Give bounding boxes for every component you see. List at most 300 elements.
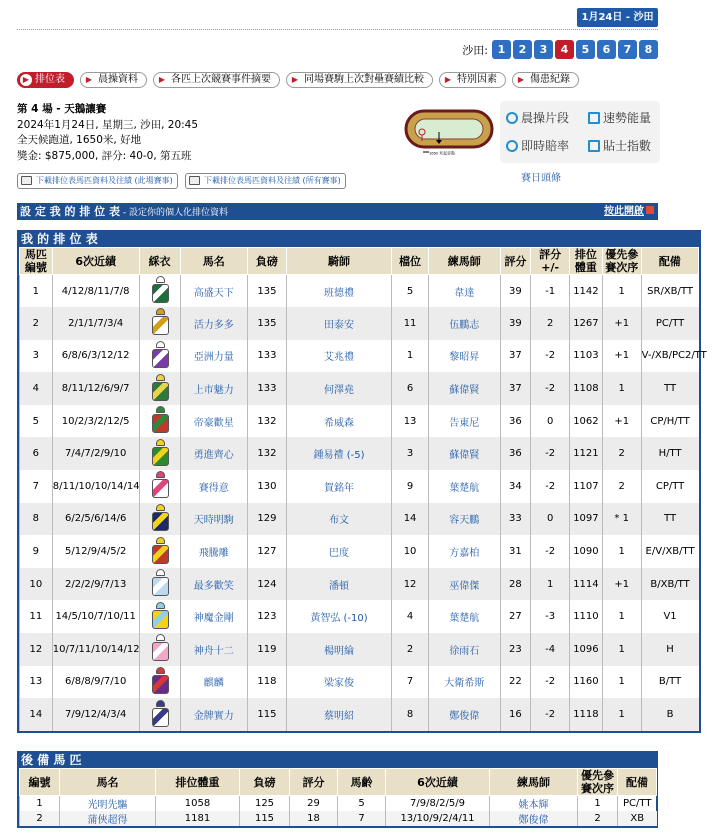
cell-chg: 0 xyxy=(531,405,570,438)
silk-body xyxy=(152,414,169,433)
cell-horse[interactable]: 勇進齊心 xyxy=(180,437,247,470)
cell-form: 6/8/8/9/7/10 xyxy=(52,666,139,699)
cell-pri: 2 xyxy=(602,437,641,470)
cell-trainer[interactable]: 大衛希斯 xyxy=(428,666,500,699)
cell-bw: 1121 xyxy=(570,437,603,470)
tab-2[interactable] xyxy=(153,72,280,88)
silk-cell xyxy=(139,698,180,731)
cell-wt: 132 xyxy=(248,405,287,438)
silk-cap xyxy=(156,634,165,641)
cell-trainer[interactable]: 韋達 xyxy=(428,275,500,308)
cell-chg: -3 xyxy=(531,600,570,633)
jockey-silk-icon xyxy=(150,634,170,664)
cell-bw: 1097 xyxy=(570,503,603,536)
silk-cell xyxy=(139,568,180,601)
column-header: 馬名 xyxy=(180,248,247,275)
silk-cell xyxy=(139,405,180,438)
cell-no: 5 xyxy=(20,405,53,438)
cell-age: 5 xyxy=(338,796,386,812)
column-header: 6次近績 xyxy=(386,769,490,796)
table-row xyxy=(20,666,699,699)
race-nav xyxy=(462,40,658,59)
speed-link[interactable]: 速勢能量 xyxy=(588,109,651,126)
column-header: 評分 xyxy=(290,769,338,796)
cell-no: 4 xyxy=(20,372,53,405)
cell-wt: 135 xyxy=(248,307,287,340)
table-row xyxy=(20,405,699,438)
silk-cap xyxy=(156,308,165,315)
cell-gear: CP/TT xyxy=(641,470,698,503)
cell-trainer[interactable]: 蘇偉賢 xyxy=(428,372,500,405)
cell-trainer[interactable]: 黎昭昇 xyxy=(428,340,500,373)
table-row xyxy=(20,698,699,731)
column-header: 評分 xyxy=(500,248,531,275)
cell-draw: 5 xyxy=(392,275,429,308)
download-this-race-button[interactable]: 下載排位表馬匹資料及往績 (此場賽事) xyxy=(17,173,178,189)
cell-form: 7/9/8/2/5/9 xyxy=(386,796,490,812)
column-header: 練馬師 xyxy=(428,248,500,275)
cell-gear: V-/XB/PC2/TT xyxy=(641,340,698,373)
cell-gear: B/TT xyxy=(641,666,698,699)
silk-cap xyxy=(156,276,165,283)
silk-body xyxy=(152,284,169,303)
tab-bar xyxy=(17,72,579,88)
cell-pri: * 1 xyxy=(602,503,641,536)
column-header: 配備 xyxy=(641,248,698,275)
cell-trainer[interactable]: 徐雨石 xyxy=(428,633,500,666)
cell-trainer[interactable]: 容天鵬 xyxy=(428,503,500,536)
cell-form: 2/2/2/9/7/13 xyxy=(52,568,139,601)
column-header: 優先參賽次序 xyxy=(602,248,641,275)
cell-draw: 2 xyxy=(392,633,429,666)
column-header: 負磅 xyxy=(240,769,290,796)
table-row xyxy=(20,307,699,340)
morning-link[interactable]: 晨操片段 xyxy=(506,109,569,126)
cell-pri: 1 xyxy=(602,275,641,308)
silk-body xyxy=(152,512,169,531)
cell-chg: -2 xyxy=(531,666,570,699)
race-7-button[interactable]: 7 xyxy=(618,40,637,59)
cell-gear: V1 xyxy=(641,600,698,633)
cell-gear: E/V/XB/TT xyxy=(641,535,698,568)
cell-rating: 28 xyxy=(500,568,531,601)
cell-gear: TT xyxy=(641,372,698,405)
race-1-button[interactable]: 1 xyxy=(492,40,511,59)
cell-rating: 29 xyxy=(290,796,338,812)
cell-chg: -2 xyxy=(531,372,570,405)
cell-rating: 36 xyxy=(500,437,531,470)
cell-bw: 1160 xyxy=(570,666,603,699)
race-title: 第 4 場 - 天鵝讓賽 xyxy=(17,103,107,115)
cell-trainer[interactable]: 鄭俊偉 xyxy=(428,698,500,731)
cell-gear: PC/TT xyxy=(618,796,657,812)
silk-cell xyxy=(139,535,180,568)
cell-horse[interactable]: 神舟十二 xyxy=(180,633,247,666)
divider xyxy=(17,29,658,30)
cell-pri: 1 xyxy=(602,535,641,568)
date-badge: 1月24日 - 沙田 xyxy=(577,8,658,27)
cell-jockey[interactable]: 何澤堯 xyxy=(286,372,391,405)
arrow-right-icon: ▶ xyxy=(289,74,301,86)
cell-no: 2 xyxy=(20,307,53,340)
settings-bar xyxy=(17,203,658,220)
cell-trainer[interactable]: 巫偉傑 xyxy=(428,568,500,601)
cell-jockey[interactable]: 梁家俊 xyxy=(286,666,391,699)
cell-jockey[interactable]: 黃智弘 (-10) xyxy=(286,600,391,633)
cell-jockey[interactable]: 潘頓 xyxy=(286,568,391,601)
track-label: 1650 米起步點 xyxy=(429,150,456,156)
silk-body xyxy=(152,708,169,727)
day-headline-link[interactable]: 賽日頭條 xyxy=(521,173,561,184)
cell-horse[interactable]: 高盛天下 xyxy=(180,275,247,308)
silk-cap xyxy=(156,439,165,446)
cell-pri: 2 xyxy=(578,811,618,826)
tab-label: 各匹上次競賽事件摘要 xyxy=(171,74,271,85)
cell-jockey[interactable]: 艾兆禮 xyxy=(286,340,391,373)
jockey-silk-icon xyxy=(150,504,170,534)
column-header: 配備 xyxy=(618,769,657,796)
silk-body xyxy=(152,642,169,661)
cell-draw: 10 xyxy=(392,535,429,568)
cell-horse[interactable]: 金牌實力 xyxy=(180,698,247,731)
cell-rating: 27 xyxy=(500,600,531,633)
column-header: 優先參賽次序 xyxy=(578,769,618,796)
silk-cap xyxy=(156,504,165,511)
cell-trainer[interactable]: 伍鵬志 xyxy=(428,307,500,340)
cell-rating: 39 xyxy=(500,307,531,340)
cell-bw: 1267 xyxy=(570,307,603,340)
cell-gear: CP/H/TT xyxy=(641,405,698,438)
silk-cell xyxy=(139,275,180,308)
cell-wt: 130 xyxy=(248,470,287,503)
cell-jockey[interactable]: 希威森 xyxy=(286,405,391,438)
cell-trainer[interactable]: 蘇偉賢 xyxy=(428,437,500,470)
cell-wt: 129 xyxy=(248,503,287,536)
cell-horse[interactable]: 飛騰雕 xyxy=(180,535,247,568)
cell-gear: XB xyxy=(618,811,657,826)
jockey-silk-icon xyxy=(150,471,170,501)
race-8-button[interactable]: 8 xyxy=(639,40,658,59)
my-racecard-title: 我 的 排 位 表 xyxy=(19,232,699,247)
cell-jockey[interactable]: 楊明綸 xyxy=(286,633,391,666)
cell-trainer[interactable]: 告東尼 xyxy=(428,405,500,438)
column-header: 馬匹編號 xyxy=(20,248,53,275)
cell-jockey[interactable]: 班德禮 xyxy=(286,275,391,308)
cell-wt: 115 xyxy=(240,811,290,826)
cell-wt: 119 xyxy=(248,633,287,666)
column-header: 檔位 xyxy=(392,248,429,275)
cell-rating: 39 xyxy=(500,275,531,308)
cell-horse[interactable]: 活力多多 xyxy=(180,307,247,340)
cell-rating: 22 xyxy=(500,666,531,699)
cell-form: 4/12/8/11/7/8 xyxy=(52,275,139,308)
tab-label: 排位表 xyxy=(35,74,65,85)
cell-pri: +1 xyxy=(602,340,641,373)
track-map xyxy=(405,108,495,156)
cell-draw: 13 xyxy=(392,405,429,438)
cell-no: 6 xyxy=(20,437,53,470)
silk-cap xyxy=(156,537,165,544)
column-header: 評分+/- xyxy=(531,248,570,275)
cell-chg: -2 xyxy=(531,470,570,503)
jockey-silk-icon xyxy=(150,276,170,306)
jockey-silk-icon xyxy=(150,569,170,599)
cell-jockey[interactable]: 鍾易禮 (-5) xyxy=(286,437,391,470)
cell-form: 13/10/9/2/4/11 xyxy=(386,811,490,826)
cell-horse[interactable]: 上市魅力 xyxy=(180,372,247,405)
cell-bw: 1142 xyxy=(570,275,603,308)
cell-form: 6/2/5/6/14/6 xyxy=(52,503,139,536)
cell-chg: -2 xyxy=(531,535,570,568)
cell-gear: B/XB/TT xyxy=(641,568,698,601)
cell-form: 7/9/12/4/3/4 xyxy=(52,698,139,731)
cell-trainer[interactable]: 葉楚航 xyxy=(428,470,500,503)
jockey-silk-icon xyxy=(150,439,170,469)
silk-body xyxy=(152,382,169,401)
reserve-title: 後 備 馬 匹 xyxy=(19,753,656,768)
cell-bw: 1114 xyxy=(570,568,603,601)
cell-bw: 1110 xyxy=(570,600,603,633)
cell-rating: 16 xyxy=(500,698,531,731)
cell-form: 8/11/12/6/9/7 xyxy=(52,372,139,405)
cell-form: 6/8/6/3/12/12 xyxy=(52,340,139,373)
cell-chg: 1 xyxy=(531,568,570,601)
silk-cap xyxy=(156,602,165,609)
cell-draw: 6 xyxy=(392,372,429,405)
silk-body xyxy=(152,447,169,466)
cell-wt: 133 xyxy=(248,372,287,405)
cell-wt: 124 xyxy=(248,568,287,601)
open-settings-link[interactable]: 按此開啟 xyxy=(604,203,654,220)
cell-trainer[interactable]: 鄭俊偉 xyxy=(490,811,578,826)
jockey-silk-icon xyxy=(150,537,170,567)
cell-wt: 115 xyxy=(248,698,287,731)
cell-chg: -2 xyxy=(531,698,570,731)
cell-no: 13 xyxy=(20,666,53,699)
arrow-right-icon: ▶ xyxy=(156,74,168,86)
race-6-button[interactable]: 6 xyxy=(597,40,616,59)
cell-draw: 14 xyxy=(392,503,429,536)
cell-horse[interactable]: 最多歡笑 xyxy=(180,568,247,601)
arrow-right-icon: ▶ xyxy=(83,74,95,86)
silk-cell xyxy=(139,666,180,699)
cell-horse[interactable]: 蒲俠超得 xyxy=(60,811,156,826)
table-row xyxy=(20,535,699,568)
silk-cap xyxy=(156,569,165,576)
cell-pri: +1 xyxy=(602,568,641,601)
silk-cell xyxy=(139,307,180,340)
jockey-silk-icon xyxy=(150,308,170,338)
cell-bw: 1108 xyxy=(570,372,603,405)
silk-cap xyxy=(156,341,165,348)
cell-chg: 2 xyxy=(531,307,570,340)
cell-chg: -2 xyxy=(531,437,570,470)
cell-draw: 11 xyxy=(392,307,429,340)
column-header: 排位體重 xyxy=(570,248,603,275)
cell-pri: 1 xyxy=(602,633,641,666)
cell-rating: 36 xyxy=(500,405,531,438)
cell-horse[interactable]: 麒麟 xyxy=(180,666,247,699)
arrow-right-icon: ▶ xyxy=(442,74,454,86)
cell-trainer[interactable]: 姚本輝 xyxy=(490,796,578,812)
tab-label: 傷患紀錄 xyxy=(530,74,570,85)
cell-jockey[interactable]: 巴度 xyxy=(286,535,391,568)
cell-rating: 37 xyxy=(500,340,531,373)
race-info xyxy=(17,102,198,164)
race-3-button[interactable]: 3 xyxy=(534,40,553,59)
cell-bw: 1181 xyxy=(156,811,240,826)
cell-pri: 1 xyxy=(602,698,641,731)
table-row xyxy=(20,600,699,633)
cell-form: 7/4/7/2/9/10 xyxy=(52,437,139,470)
cell-horse[interactable]: 天時明駒 xyxy=(180,503,247,536)
cell-jockey[interactable]: 賀銘年 xyxy=(286,470,391,503)
silk-cell xyxy=(139,470,180,503)
cell-bw: 1103 xyxy=(570,340,603,373)
silk-body xyxy=(152,349,169,368)
cell-draw: 9 xyxy=(392,470,429,503)
tab-5[interactable] xyxy=(512,72,579,88)
cell-horse[interactable]: 賽得意 xyxy=(180,470,247,503)
cell-draw: 7 xyxy=(392,666,429,699)
race-2-button[interactable]: 2 xyxy=(513,40,532,59)
cell-no: 14 xyxy=(20,698,53,731)
table-row xyxy=(20,811,657,826)
silk-cap xyxy=(156,471,165,478)
tab-0[interactable] xyxy=(17,72,74,88)
cell-horse[interactable]: 亞洲力量 xyxy=(180,340,247,373)
cell-no: 12 xyxy=(20,633,53,666)
table-row xyxy=(20,796,657,812)
cell-gear: TT xyxy=(641,503,698,536)
silk-body xyxy=(152,610,169,629)
download-all-races-button[interactable]: 下載排位表馬匹資料及往績 (所有賽事) xyxy=(185,173,346,189)
reserve-horses xyxy=(17,751,658,828)
cell-chg: -1 xyxy=(531,275,570,308)
tab-3[interactable] xyxy=(286,72,433,88)
cell-jockey[interactable]: 田泰安 xyxy=(286,307,391,340)
cell-draw: 8 xyxy=(392,698,429,731)
jockey-silk-icon xyxy=(150,602,170,632)
cell-form: 8/11/10/10/14/14 xyxy=(52,470,139,503)
column-header: 編號 xyxy=(20,769,60,796)
cell-wt: 135 xyxy=(248,275,287,308)
cell-no: 9 xyxy=(20,535,53,568)
silk-cap xyxy=(156,406,165,413)
silk-body xyxy=(152,545,169,564)
cell-pri: 1 xyxy=(602,666,641,699)
column-header: 騎師 xyxy=(286,248,391,275)
cell-rating: 31 xyxy=(500,535,531,568)
silk-body xyxy=(152,479,169,498)
cell-rating: 18 xyxy=(290,811,338,826)
odds-link[interactable]: 即時賠率 xyxy=(506,137,569,154)
silk-body xyxy=(152,316,169,335)
my-racecard xyxy=(17,230,707,733)
cell-no: 2 xyxy=(20,811,60,826)
silk-body xyxy=(152,577,169,596)
jockey-silk-icon xyxy=(150,700,170,730)
silk-cell xyxy=(139,633,180,666)
cell-jockey[interactable]: 布文 xyxy=(286,503,391,536)
jockey-silk-icon xyxy=(150,406,170,436)
cell-trainer[interactable]: 葉楚航 xyxy=(428,600,500,633)
jockey-silk-icon xyxy=(150,341,170,371)
table-row xyxy=(20,470,699,503)
cell-wt: 132 xyxy=(248,437,287,470)
silk-cell xyxy=(139,600,180,633)
column-header: 排位體重 xyxy=(156,769,240,796)
cell-bw: 1058 xyxy=(156,796,240,812)
silk-cap xyxy=(156,700,165,707)
settings-subtitle: - 設定你的個人化排位資料 xyxy=(119,208,228,218)
odds-icon xyxy=(506,140,518,152)
tab-label: 同場賽駒上次對壘賽績比較 xyxy=(304,74,424,85)
cell-rating: 23 xyxy=(500,633,531,666)
cell-wt: 118 xyxy=(248,666,287,699)
silk-cap xyxy=(156,667,165,674)
cell-pri: +1 xyxy=(602,307,641,340)
tab-4[interactable] xyxy=(439,72,506,88)
cell-trainer[interactable]: 方嘉柏 xyxy=(428,535,500,568)
cell-draw: 4 xyxy=(392,600,429,633)
cell-wt: 127 xyxy=(248,535,287,568)
arrow-icon xyxy=(646,206,654,214)
race-4-button[interactable]: 4 xyxy=(555,40,574,59)
table-row xyxy=(20,568,699,601)
cell-horse[interactable]: 神魔金剛 xyxy=(180,600,247,633)
cell-bw: 1090 xyxy=(570,535,603,568)
cell-gear: PC/TT xyxy=(641,307,698,340)
cell-jockey[interactable]: 蔡明紹 xyxy=(286,698,391,731)
tips-link[interactable]: 貼士指數 xyxy=(588,137,651,154)
race-5-button[interactable]: 5 xyxy=(576,40,595,59)
cell-horse[interactable]: 帝豪歡星 xyxy=(180,405,247,438)
column-header: 6次近績 xyxy=(52,248,139,275)
table-row xyxy=(20,633,699,666)
column-header: 馬名 xyxy=(60,769,156,796)
cell-gear: H/TT xyxy=(641,437,698,470)
column-header: 綵衣 xyxy=(139,248,180,275)
print-icon xyxy=(189,176,200,185)
cell-form: 2/1/1/7/3/4 xyxy=(52,307,139,340)
cell-pri: 1 xyxy=(602,372,641,405)
column-header: 馬齡 xyxy=(338,769,386,796)
cell-chg: -4 xyxy=(531,633,570,666)
cell-chg: 0 xyxy=(531,503,570,536)
column-header: 負磅 xyxy=(248,248,287,275)
cell-rating: 33 xyxy=(500,503,531,536)
race-track: 全天候跑道, 1650米, 好地 xyxy=(17,134,142,146)
tab-1[interactable] xyxy=(80,72,147,88)
table-row xyxy=(20,275,699,308)
cell-form: 14/5/10/7/10/11 xyxy=(52,600,139,633)
reserve-table xyxy=(19,768,657,826)
silk-body xyxy=(152,675,169,694)
cell-bw: 1096 xyxy=(570,633,603,666)
silk-cell xyxy=(139,372,180,405)
cell-rating: 34 xyxy=(500,470,531,503)
cell-horse[interactable]: 光明先驅 xyxy=(60,796,156,812)
cell-no: 10 xyxy=(20,568,53,601)
cell-wt: 123 xyxy=(248,600,287,633)
quick-links xyxy=(500,101,660,163)
settings-title: 設 定 我 的 排 位 表 xyxy=(20,205,120,218)
jockey-silk-icon xyxy=(150,667,170,697)
cell-chg: -2 xyxy=(531,340,570,373)
cell-pri: 1 xyxy=(602,600,641,633)
print-icon xyxy=(21,176,32,185)
